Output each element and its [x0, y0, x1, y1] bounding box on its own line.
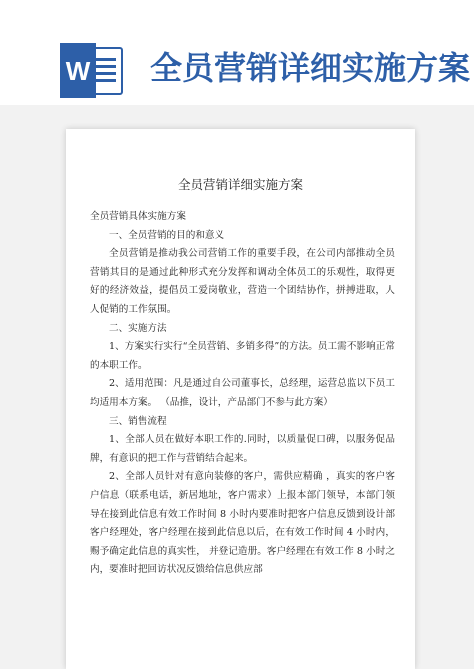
document-paragraph: 2、全部人员针对有意向装修的客户，需供应精确 ，真实的客户客户信息（联系电话，新居地址，客户需求）上报本部门领导，本部门领导在接到此信息有效工作时间 8 小时内要准时把客户信息反馈到设计部客户经理处，客户经理在接到此信息以后，在有效工作时间 4 小时内， 赐予确定此信息的真实性， 并登记造册。客户经理在有效工作 8 小时之内，要准时把回访状况反馈给信息供应部 — [90, 471, 395, 576]
document-paragraph: 全员营销具体实施方案 — [90, 211, 186, 222]
svg-text:W: W — [65, 56, 91, 86]
document-page — [66, 129, 415, 669]
document-paragraph: 1、方案实行实行“全员营销、多销多得”的方法。员工需不影响正常的本职工作。 — [90, 341, 395, 371]
document-paragraph: 1、全部人员在做好本职工作的.同时，以质量促口碑，以服务促品牌，有意识的把工作与营销结合起来。 — [90, 434, 395, 464]
banner-title: 全员营销详细实施方案 — [150, 49, 471, 87]
document-paragraph: 全员营销是推动我公司营销工作的重要手段，在公司内部推动全员营销其目的是通过此种形式充分发挥和调动全体员工的乐观性，取得更好的经济效益，提倡员工爱岗敬业，营造一个团结协作，拼搏进取，人人促销的工作氛围。 — [90, 248, 395, 315]
document-paragraph: 2、适用范围：凡是通过自公司董事长，总经理，运营总监以下员工均适用本方案。 （品推，设计，产品部门不参与此方案） — [90, 378, 395, 408]
section-heading: 三、销售流程 — [109, 415, 167, 427]
section-heading: 一、全员营销的目的和意义 — [109, 229, 225, 241]
word-icon — [58, 40, 128, 100]
section-heading: 二、实施方法 — [109, 322, 167, 334]
document-title: 全员营销详细实施方案 — [177, 177, 303, 192]
document-body — [90, 208, 395, 580]
header-banner — [0, 0, 474, 105]
